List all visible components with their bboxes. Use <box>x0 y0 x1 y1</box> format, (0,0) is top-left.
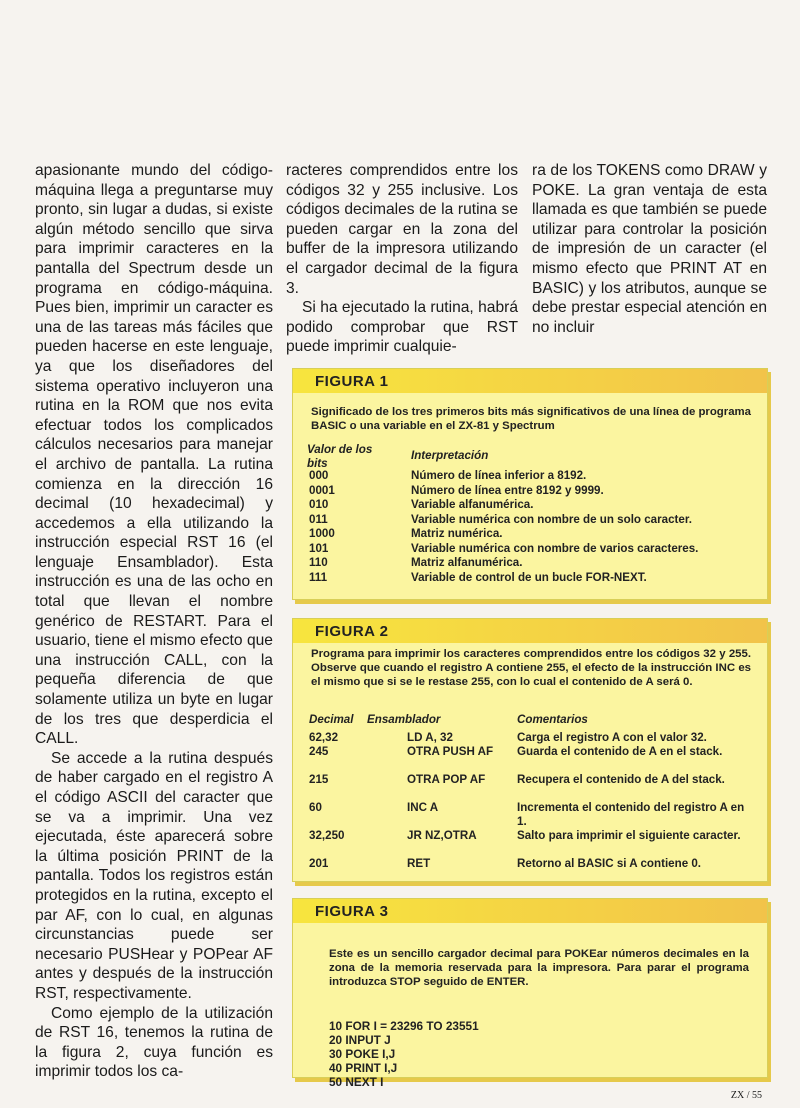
bits-value: 000 <box>309 469 329 482</box>
assembler-instruction: INC A <box>407 801 439 814</box>
paragraph: Como ejemplo de la utilización de RST 16, tenemos la rutina de la figura 2, cuya función es imprimir todos los ca- <box>35 1004 273 1081</box>
assembler-instruction: LD A, 32 <box>407 731 453 744</box>
text-column-2 <box>286 161 518 357</box>
figure-header <box>293 369 767 393</box>
interpretation: Variable numérica con nombre de varios caracteres. <box>411 541 699 555</box>
comment: Incrementa el contenido del registro A en 1. <box>517 801 745 828</box>
page-number: ZX / 55 <box>730 1090 762 1101</box>
assembler-instruction: RET <box>407 857 431 870</box>
bits-value: 111 <box>309 570 328 584</box>
code-line: 30 POKE I,J <box>329 1047 396 1061</box>
interpretation: Variable alfanumérica. <box>411 498 534 511</box>
decimal-code: 245 <box>309 745 329 758</box>
paragraph: racteres comprendidos entre los códigos 32 y 255 inclusive. Los códigos decimales de la rutina se pueden cargar en la zona del buffer de la impresora utilizando el cargador decimal de la figura 3. <box>286 162 518 297</box>
interpretation: Variable numérica con nombre de un solo caracter. <box>411 512 692 526</box>
figure-title: FIGURA 3 <box>315 903 389 920</box>
assembler-instruction: OTRA PUSH AF <box>407 745 494 758</box>
interpretation: Matriz numérica. <box>411 527 503 540</box>
interpretation: Variable de control de un bucle FOR-NEXT. <box>411 570 647 584</box>
column-header-interpretation: Interpretación <box>411 449 489 462</box>
column-header-bits: Valor de los bits <box>307 443 373 470</box>
bits-value: 101 <box>309 541 329 555</box>
bits-value: 011 <box>309 512 328 526</box>
comment: Retorno al BASIC si A contiene 0. <box>517 857 702 870</box>
text-column-1 <box>35 161 273 1082</box>
code-line: 20 INPUT J <box>329 1033 391 1047</box>
code-line: 10 FOR I = 23296 TO 23551 <box>329 1019 479 1033</box>
column-header-decimal: Decimal <box>309 713 354 726</box>
figure-title: FIGURA 2 <box>315 623 389 640</box>
assembler-instruction: OTRA POP AF <box>407 773 486 786</box>
decimal-code: 60 <box>309 801 322 814</box>
bits-value: 110 <box>309 556 328 569</box>
interpretation: Número de línea entre 8192 y 9999. <box>411 483 604 497</box>
interpretation: Matriz alfanumérica. <box>411 556 523 569</box>
comment: Recupera el contenido de A del stack. <box>517 773 725 786</box>
column-header-comentarios: Comentarios <box>517 713 588 726</box>
bits-value: 0001 <box>309 483 335 497</box>
comment: Salto para imprimir el siguiente caracter. <box>517 829 741 842</box>
figure-3-box <box>292 898 768 1089</box>
decimal-code: 215 <box>309 773 329 786</box>
code-line: 40 PRINT I,J <box>329 1061 398 1075</box>
figure-description: Programa para imprimir los caracteres comprendidos entre los códigos 32 y 255. Observe que cuando el registro A contiene 255, el efecto de la instrucción INC es el mismo que si se le restase 255, con lo cual el contenido de A será 0. <box>311 648 751 688</box>
decimal-code: 62,32 <box>309 731 339 744</box>
decimal-code: 201 <box>309 857 329 870</box>
assembler-instruction: JR NZ,OTRA <box>407 829 477 842</box>
comment: Carga el registro A con el valor 32. <box>517 731 707 744</box>
bits-value: 010 <box>309 498 329 511</box>
figure-1-box <box>292 368 768 600</box>
figure-description: Este es un sencillo cargador decimal para POKEar números decimales en la zona de la memoria reservada para la impresora. Para parar el programa introduzca STOP seguido de ENTER. <box>329 948 749 988</box>
figure-2-box <box>292 618 768 882</box>
paragraph: ra de los TOKENS como DRAW y POKE. La gran ventaja de esta llamada es que también se puede utilizar para controlar la posición de impresión de un caracter (el mismo efecto que PRINT AT en BASIC) y los atributos, aunque se debe prestar especial atención en no incluir <box>532 162 767 336</box>
decimal-code: 32,250 <box>309 829 345 842</box>
code-line: 50 NEXT I <box>329 1075 384 1089</box>
text-column-3 <box>532 161 767 337</box>
column-header-ensamblador: Ensamblador <box>367 713 441 726</box>
paragraph: apasionante mundo del código-máquina llega a preguntarse muy pronto, sin lugar a dudas, si existe algún método sencillo que sirva para imprimir caracteres en la pantalla del Spectrum desde un programa en código-máquina. Pues bien, imprimir un caracter es una de las tareas más fáciles que pueden hacerse en este lenguaje, ya que los diseñadores del sistema operativo incluyeron una rutina en la ROM que nos evita efectuar todos los complicados cálculos necesarios para manejar el archivo de pantalla. La rutina comienza en la dirección 16 decimal (10 hexadecimal) y accedemos a ella utilizando la instrucción especial RST 16 (el lenguaje Ensamblador). Esta instrucción es una de las ocho en total que llevan el nombre genérico de RESTART. Para el usuario, tiene el mismo efecto que una instrucción CALL, con la pequeña diferencia de que solamente utiliza un byte en lugar de los tres que desperdicia el CALL. <box>35 162 273 748</box>
figure-title: FIGURA 1 <box>315 373 389 390</box>
figure-description: Significado de los tres primeros bits más significativos de una línea de programa BASIC o una variable en el ZX-81 y Spectrum <box>311 406 751 432</box>
comment: Guarda el contenido de A en el stack. <box>517 745 723 758</box>
paragraph: Se accede a la rutina después de haber cargado en el registro A el código ASCII del caracter que se va a imprimir. Una vez ejecutada, éste aparecerá sobre la última posición PRINT de la pantalla. Todos los registros están protegidos en la rutina, excepto el par AF, con lo cual, en algunas circunstancias puede ser necesario PUSHear y POPear AF antes y después de la instrucción RST, respectivamente. <box>35 749 273 1002</box>
paragraph: Si ha ejecutado la rutina, habrá podido comprobar que RST puede imprimir cualquie- <box>286 299 518 356</box>
figure-header <box>293 899 767 923</box>
bits-value: 1000 <box>309 527 335 540</box>
figure-header <box>293 619 767 643</box>
interpretation: Número de línea inferior a 8192. <box>411 469 587 482</box>
